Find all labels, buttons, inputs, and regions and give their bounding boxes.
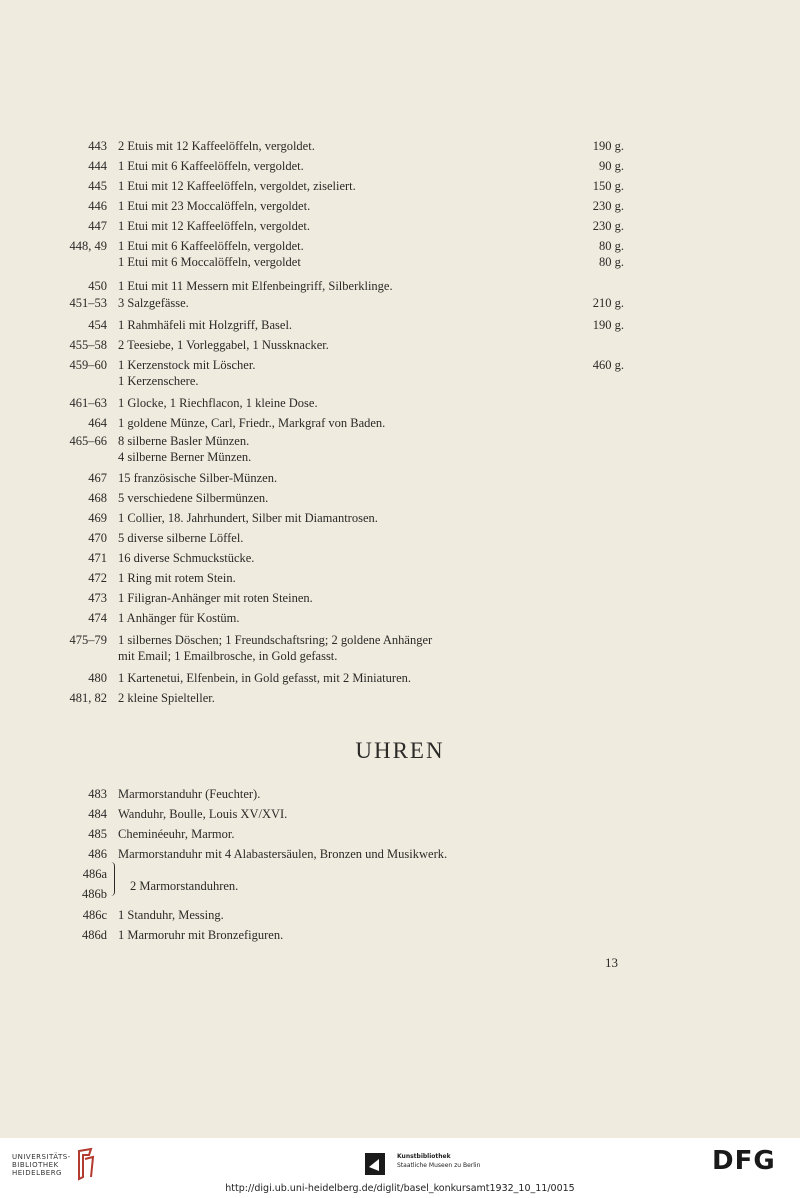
lot-number: 455–58 [69, 338, 107, 352]
lot-description: 1 Etui mit 6 Kaffeelöffeln, vergoldet. [118, 159, 304, 173]
lot-number: 450 [88, 279, 107, 293]
lot-number: 468 [88, 491, 107, 505]
lot-description: Wanduhr, Boulle, Louis XV/XVI. [118, 807, 288, 821]
lot-description: 1 Collier, 18. Jahrhundert, Silber mit Diamantrosen. [118, 511, 378, 525]
lot-description: 1 Kartenetui, Elfenbein, in Gold gefasst, mit 2 Miniaturen. [118, 671, 411, 685]
lot-description: 1 Etui mit 12 Kaffeelöffeln, vergoldet, ziseliert. [118, 179, 356, 193]
lot-description: 1 Glocke, 1 Riechflacon, 1 kleine Dose. [118, 396, 318, 410]
lot-description: 1 Rahmhäfeli mit Holzgriff, Basel. [118, 318, 293, 332]
lot-description: 1 goldene Münze, Carl, Friedr., Markgraf von Baden. [118, 416, 386, 430]
lot-description: 5 verschiedene Silbermünzen. [118, 491, 269, 505]
dfg-logo: DFG [712, 1146, 776, 1176]
lot-description: 2 Etuis mit 12 Kaffeelöffeln, vergoldet. [118, 139, 315, 153]
university-logo-icon [75, 1147, 97, 1181]
lot-number: 444 [88, 159, 107, 173]
lot-description: 1 Filigran-Anhänger mit roten Steinen. [118, 591, 313, 605]
lot-price: 190 g. [592, 139, 624, 153]
lot-price-2: 80 g. [599, 255, 624, 269]
lot-description: 2 kleine Spielteller. [118, 691, 215, 705]
lot-description: 1 Etui mit 6 Moccalöffeln, vergoldet [118, 255, 301, 269]
lot-number: 461–63 [69, 396, 107, 410]
lot-number: 467 [88, 471, 107, 485]
university-name [12, 1153, 71, 1177]
lot-number: 481, 82 [69, 691, 107, 705]
lot-number: 473 [88, 591, 107, 605]
kunstbibliothek-logo-icon [365, 1153, 385, 1175]
lot-number: 448, 49 [69, 239, 107, 253]
lot-number: 470 [88, 531, 107, 545]
lot-number: 447 [88, 219, 107, 233]
lot-number: 474 [88, 611, 107, 625]
lot-number: 459–60 [69, 358, 107, 372]
lot-number: 486c [82, 908, 107, 922]
lot-number: 483 [88, 787, 107, 801]
lot-description: 3 Salzgefässe. [118, 296, 189, 310]
lot-number: 445 [88, 179, 107, 193]
page-number: 13 [605, 955, 618, 970]
brace [108, 862, 115, 896]
lot-number: 486b [82, 887, 107, 901]
lot-description: 1 Etui mit 12 Kaffeelöffeln, vergoldet. [118, 219, 310, 233]
lot-description: Cheminéeuhr, Marmor. [118, 827, 235, 841]
lot-description: 1 Etui mit 23 Moccalöffeln, vergoldet. [118, 199, 311, 213]
lot-description: 16 diverse Schmuckstücke. [118, 551, 255, 565]
footer [0, 1138, 800, 1198]
lot-number: 469 [88, 511, 107, 525]
lot-number: 464 [88, 416, 107, 430]
lot-description: 5 diverse silberne Löffel. [118, 531, 244, 545]
section-title: UHREN [355, 738, 445, 763]
lot-price: 80 g. [599, 239, 624, 253]
lot-description: 1 Etui mit 6 Kaffeelöffeln, vergoldet. [118, 239, 304, 253]
lot-price: 230 g. [592, 219, 624, 233]
brace-text: 2 Marmorstanduhren. [130, 879, 239, 893]
lot-number: 443 [88, 139, 107, 153]
university-line-1: UNIVERSITÄTS- [12, 1153, 71, 1161]
lot-description: 15 französische Silber-Münzen. [118, 471, 278, 485]
kunstbibliothek-text [397, 1152, 480, 1170]
lot-description: Marmorstanduhr (Feuchter). [118, 787, 261, 801]
university-line-3: HEIDELBERG [12, 1169, 62, 1177]
lot-description: 1 Anhänger für Kostüm. [118, 611, 240, 625]
lot-price: 150 g. [592, 179, 624, 193]
lot-description: Marmorstanduhr mit 4 Alabastersäulen, Bronzen und Musikwerk. [118, 847, 448, 861]
lot-description: 4 silberne Berner Münzen. [118, 450, 252, 464]
lot-price: 230 g. [592, 199, 624, 213]
lot-number: 484 [88, 807, 107, 821]
lot-number: 486d [82, 928, 107, 942]
lot-number: 471 [88, 551, 107, 565]
lot-description: 1 Kerzenschere. [118, 374, 199, 388]
lot-number: 446 [88, 199, 107, 213]
lot-description: 1 Marmoruhr mit Bronzefiguren. [118, 928, 284, 942]
lot-description: mit Email; 1 Emailbrosche, in Gold gefasst. [118, 649, 338, 663]
lot-price: 190 g. [592, 318, 624, 332]
lot-number: 485 [88, 827, 107, 841]
lot-description: 1 silbernes Döschen; 1 Freundschaftsring; 2 goldene Anhänger [118, 633, 433, 647]
lot-price: 460 g. [592, 358, 624, 372]
lot-number: 472 [88, 571, 107, 585]
lot-description: 1 Standuhr, Messing. [118, 908, 224, 922]
lot-price: 210 g. [592, 296, 624, 310]
lot-description: 1 Etui mit 11 Messern mit Elfenbeingriff, Silberklinge. [118, 279, 393, 293]
lot-number: 451–53 [69, 296, 107, 310]
lot-description: 8 silberne Basler Münzen. [118, 434, 250, 448]
lot-description: 1 Kerzenstock mit Löscher. [118, 358, 256, 372]
permalink-url[interactable]: http://digi.ub.uni-heidelberg.de/diglit/basel_konkursamt1932_10_11/0015 [225, 1183, 575, 1194]
lot-number: 486 [88, 847, 107, 861]
kb-subtitle: Staatliche Museen zu Berlin [397, 1162, 481, 1169]
lot-number: 465–66 [69, 434, 107, 448]
university-line-2: BIBLIOTHEK [12, 1161, 59, 1169]
lot-description: 1 Ring mit rotem Stein. [118, 571, 236, 585]
kb-name: Kunstbibliothek [397, 1153, 451, 1160]
lot-number: 454 [88, 318, 107, 332]
lot-price: 90 g. [599, 159, 624, 173]
lot-description: 2 Teesiebe, 1 Vorleggabel, 1 Nussknacker. [118, 338, 329, 352]
lot-number: 486a [82, 867, 107, 881]
lot-number: 480 [88, 671, 107, 685]
lot-number: 475–79 [69, 633, 107, 647]
